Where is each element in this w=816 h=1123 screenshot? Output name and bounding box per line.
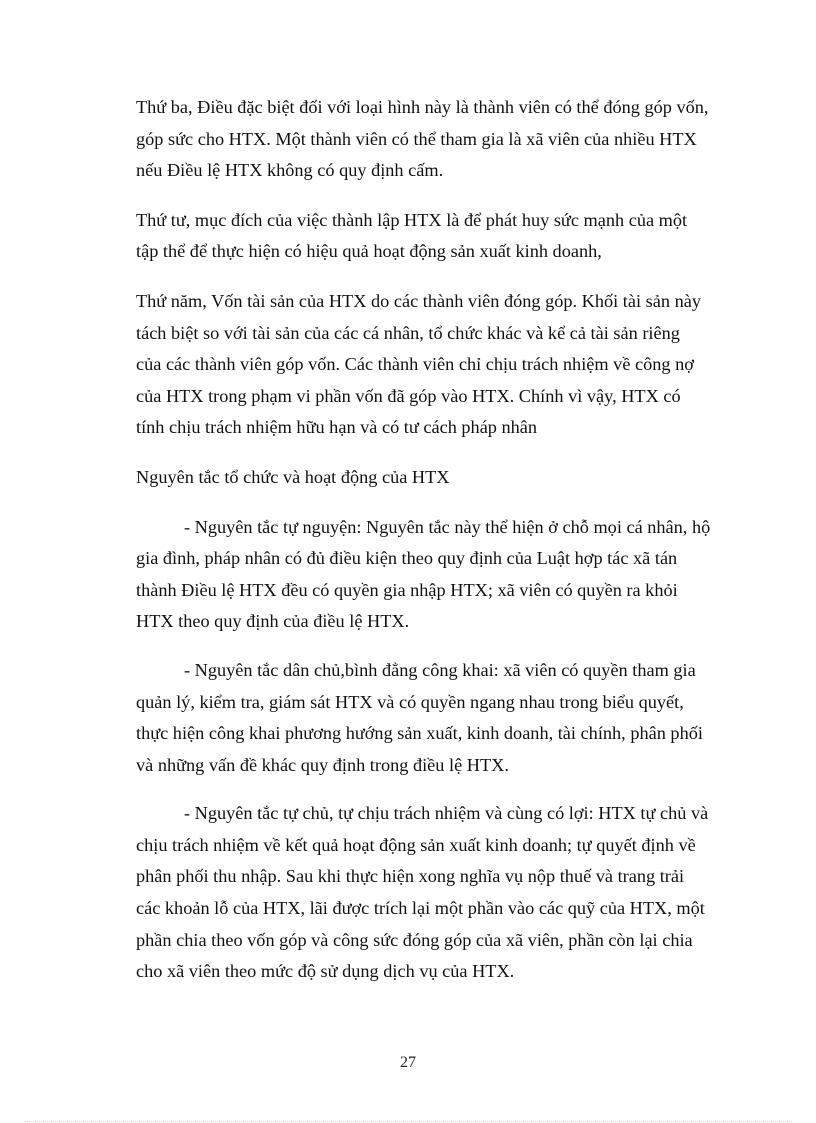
text-line: Thứ năm, Vốn tài sản của HTX do các thành viên đóng góp. Khối tài sản này	[136, 290, 701, 311]
text-line: của các thành viên góp vốn. Các thành viên chỉ chịu trách nhiệm về công nợ	[136, 354, 694, 375]
text-line: HTX theo quy định của điều lệ HTX.	[136, 611, 410, 632]
text-line: tập thể để thực hiện có hiệu quả hoạt động sản xuất kinh doanh,	[136, 241, 602, 262]
text-line: - Nguyên tắc tự nguyện: Nguyên tắc này thể hiện ở chỗ mọi cá nhân, hộ	[184, 516, 711, 537]
body-text	[136, 92, 748, 988]
paragraph-thu-ba	[136, 92, 748, 187]
text-line: chịu trách nhiệm về kết quả hoạt động sản xuất kinh doanh; tự quyết định về	[136, 834, 696, 855]
paragraph-tu-chu	[136, 798, 748, 988]
text-line: tính chịu trách nhiệm hữu hạn và có tư cách pháp nhân	[136, 417, 538, 438]
text-line: các khoản lỗ của HTX, lãi được trích lại một phần vào các quỹ của HTX, một	[136, 898, 705, 919]
heading-line: Nguyên tắc tổ chức và hoạt động của HTX	[136, 466, 450, 487]
text-line: và những vấn đề khác quy định trong điều lệ HTX.	[136, 754, 509, 775]
text-line: phần chia theo vốn góp và công sức đóng góp của xã viên, phần còn lại chia	[136, 929, 693, 950]
paragraph-dan-chu	[136, 655, 748, 781]
text-line: Thứ tư, mục đích của việc thành lập HTX là để phát huy sức mạnh của một	[136, 209, 688, 230]
paragraph-thu-nam	[136, 286, 748, 444]
page-number: 27	[400, 1054, 416, 1071]
text-line: - Nguyên tắc tự chủ, tự chịu trách nhiệm và cùng có lợi: HTX tự chủ và	[184, 803, 709, 824]
text-line: của HTX trong phạm vi phần vốn đã góp vào HTX. Chính vì vậy, HTX có	[136, 385, 681, 406]
text-line: thành Điều lệ HTX đều có quyền gia nhập HTX; xã viên có quyền ra khỏi	[136, 579, 678, 600]
text-line: Thứ ba, Điều đặc biệt đối với loại hình này là thành viên có thể đóng góp vốn,	[136, 97, 709, 117]
text-line: tách biệt so với tài sản của các cá nhân, tổ chức khác và kể cả tài sản riêng	[136, 322, 680, 343]
text-line: góp sức cho HTX. Một thành viên có thể tham gia là xã viên của nhiều HTX	[136, 128, 697, 149]
text-line: phân phối thu nhập. Sau khi thực hiện xong nghĩa vụ nộp thuế và trang trải	[136, 866, 685, 887]
footer-divider	[24, 1121, 792, 1122]
text-line: thực hiện công khai phương hướng sản xuất, kinh doanh, tài chính, phân phối	[136, 723, 703, 744]
paragraph-thu-tu	[136, 205, 748, 268]
text-line: - Nguyên tắc dân chủ,bình đẳng công khai: xã viên có quyền tham gia	[184, 659, 696, 680]
paragraph-tu-nguyen	[136, 512, 748, 638]
text-line: quản lý, kiểm tra, giám sát HTX và có quyền ngang nhau trong biểu quyết,	[136, 691, 684, 712]
text-line: nếu Điều lệ HTX không có quy định cấm.	[136, 160, 444, 181]
section-heading	[136, 462, 748, 494]
text-line: gia đình, pháp nhân có đủ điều kiện theo quy định của Luật hợp tác xã tán	[136, 548, 678, 569]
text-line: cho xã viên theo mức độ sử dụng dịch vụ của HTX.	[136, 961, 515, 982]
